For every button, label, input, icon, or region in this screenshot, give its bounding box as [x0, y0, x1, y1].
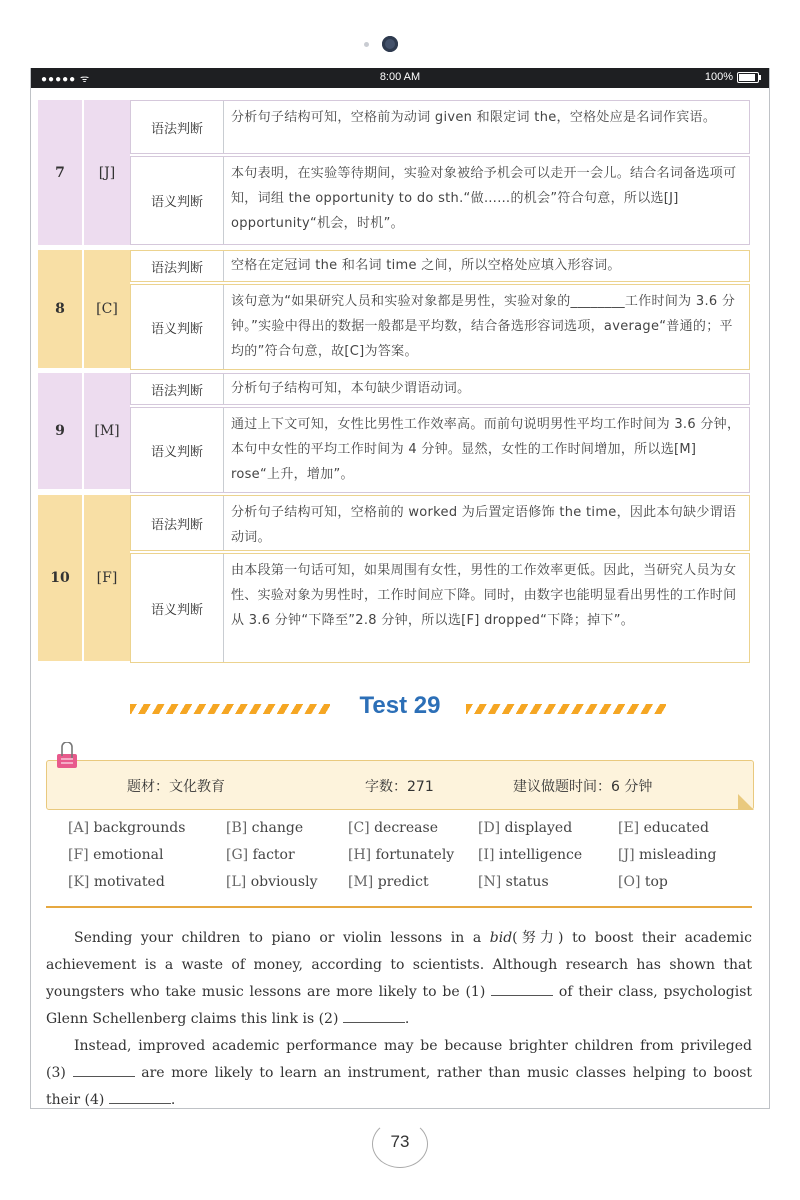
option: [E] educated — [618, 820, 709, 836]
row-text: 该句意为“如果研究人员和实验对象都是男性，实验对象的________工作时间为 3.6 分钟。”实验中得出的数据一般都是平均数，结合备选形容词选项，average“普通的；平均的”符合句意，故[C]为答案。 — [231, 294, 736, 359]
option: [A] backgrounds — [68, 820, 186, 836]
semantic-row — [130, 284, 750, 370]
grammar-row — [130, 373, 750, 405]
row-text: 通过上下文可知，女性比男性工作效率高。而前句说明男性平均工作时间为 3.6 分钟，本句中女性的平均工作时间为 4 分钟。显然，女性的工作时间增加，所以选[M] rose“上升，增加”。 — [231, 417, 741, 482]
option: [F] emotional — [68, 847, 164, 863]
suggested-time: 建议做题时间：6 分钟 — [513, 779, 653, 795]
grammar-row — [130, 250, 750, 282]
battery-percent: 100% — [704, 71, 733, 83]
semantic-row — [130, 553, 750, 663]
row-label: 语法判断 — [131, 251, 224, 281]
word-count: 字数：271 — [365, 779, 434, 795]
option: [B] change — [226, 820, 304, 836]
option: [D] displayed — [478, 820, 573, 836]
row-label: 语义判断 — [131, 554, 224, 662]
question-number: 7 — [38, 100, 82, 245]
answer-key: [F] — [84, 495, 130, 661]
row-text: 本句表明，在实验等待期间，实验对象被给予机会可以走开一会儿。结合名词备选项可知，词组 the opportunity to do sth.“做……的机会”符合句意，所以选[J] opportunity“机会，时机”。 — [231, 166, 737, 231]
test-title: Test 29 — [359, 692, 441, 719]
page-fold-corner — [738, 794, 754, 810]
option: [I] intelligence — [478, 847, 583, 863]
option: [C] decrease — [348, 820, 438, 836]
binder-clip-icon — [54, 742, 80, 772]
blank-1[interactable] — [491, 981, 553, 996]
battery-indicator — [705, 71, 759, 83]
page-number: 73 — [390, 1132, 410, 1151]
row-label: 语义判断 — [131, 285, 224, 369]
option: [M] predict — [348, 874, 429, 890]
row-label: 语法判断 — [131, 374, 224, 404]
paragraph: Instead, improved academic performance may be because brighter children from privileged (3) are more likely to learn an instrument, rather than music classes helping to boost their (4) . — [46, 1038, 753, 1108]
blank-3[interactable] — [73, 1062, 135, 1077]
signal-icon: ●●●●● ᯤ — [41, 74, 91, 85]
camera-dot — [364, 42, 369, 47]
decorative-stripe-right — [466, 704, 666, 714]
question-number: 8 — [38, 250, 82, 368]
answer-group-10 — [38, 495, 750, 661]
option: [K] motivated — [68, 874, 165, 890]
semantic-row — [130, 407, 750, 493]
question-number: 9 — [38, 373, 82, 489]
topic: 题材：文化教育 — [127, 779, 225, 795]
option: [J] misleading — [618, 847, 717, 863]
answer-key: [J] — [84, 100, 130, 245]
answer-group-8 — [38, 250, 750, 368]
row-label: 语法判断 — [131, 101, 224, 153]
row-label: 语法判断 — [131, 496, 224, 550]
row-text: 分析句子结构可知，空格前为动词 given 和限定词 the，空格处应是名词作宾语。 — [231, 110, 717, 125]
grammar-row — [130, 495, 750, 551]
answer-key: [C] — [84, 250, 130, 368]
blank-2[interactable] — [343, 1008, 405, 1023]
question-number: 10 — [38, 495, 82, 661]
reading-passage — [46, 925, 752, 1114]
divider — [46, 906, 752, 908]
test-heading — [0, 690, 800, 726]
battery-icon — [737, 72, 759, 83]
row-text: 由本段第一句话可知，如果周围有女性，男性的工作效率更低。因此，当研究人员为女性、实验对象为男性时，工作时间应下降。同时，由数字也能明显看出男性的工作时间从 3.6 分钟“下降至”2.8 分钟，所以选[F] dropped“下降；掉下”。 — [231, 563, 737, 628]
semantic-row — [130, 156, 750, 245]
option: [N] status — [478, 874, 549, 890]
clock: 8:00 AM — [379, 71, 421, 83]
row-text: 分析句子结构可知，本句缺少谓语动词。 — [231, 381, 471, 396]
grammar-row — [130, 100, 750, 154]
answer-key: [M] — [84, 373, 130, 489]
option: [H] fortunately — [348, 847, 455, 863]
paragraph: Sending your children to piano or violin lessons in a bid(努力) to boost their academic achievement is a waste of money, according to scientists. Although research has shown that youngsters who take music lessons are more likely to be (1) of their class, psychologist Glenn Schellenberg claims this link is (2) . — [46, 930, 753, 1027]
camera-icon — [382, 36, 398, 52]
row-text: 空格在定冠词 the 和名词 time 之间，所以空格处应填入形容词。 — [231, 258, 621, 273]
row-label: 语义判断 — [131, 408, 224, 492]
answer-group-7 — [38, 100, 750, 245]
row-text: 分析句子结构可知，空格前的 worked 为后置定语修饰 the time，因此本句缺少谓语动词。 — [231, 505, 737, 545]
option: [G] factor — [226, 847, 295, 863]
decorative-stripe-left — [130, 704, 330, 714]
answer-group-9 — [38, 373, 750, 489]
blank-4[interactable] — [109, 1089, 171, 1104]
status-bar — [31, 68, 769, 88]
option: [L] obviously — [226, 874, 318, 890]
option: [O] top — [618, 874, 668, 890]
page-number-badge — [372, 1120, 428, 1168]
row-label: 语义判断 — [131, 157, 224, 244]
test-info-box — [46, 760, 754, 810]
